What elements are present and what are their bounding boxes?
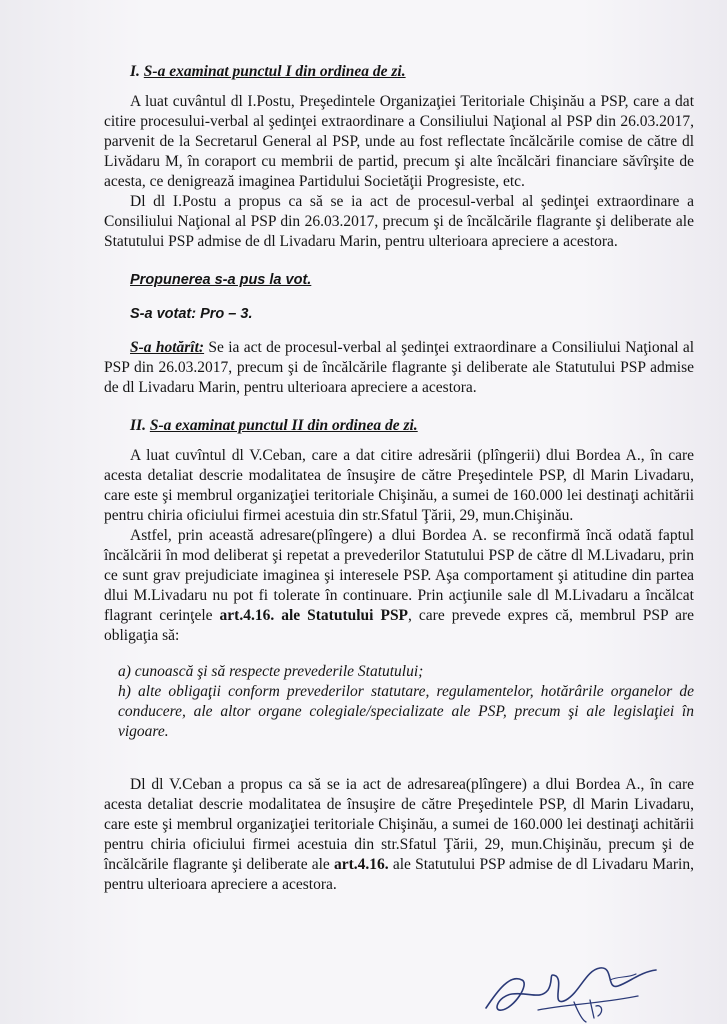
section-2-paragraph-3: Dl dl V.Ceban a propus ca să se ia act de adresarea(plîngere) a dlui Bordea A., în care acesta detaliat descrie modalitatea de însuşire de către Preşedintele PSP, dl Marin Livadaru, care este şi membrul organizaţiei teritoriale Chişinău, a sumei de 160.000 lei destinaţi achitării pentru chiria oficiului firmei acestuia din str.Sfatul Ţării, 29, mun.Chişinău, precum şi de încălcările flagrante şi deliberate ale art.4.16. ale Statutului PSP admise de dl Livadaru Marin, pentru ulterioara apreciere a acestora. xyxy=(104,776,694,893)
section-1-heading xyxy=(130,62,694,82)
obligation-h: h) alte obligaţii conform prevederilor statutare, regulamentelor, hotărârile organelor de conducere, ale altor organe colegiale/specializate ale PSP, precum şi ale legislaţiei în vigoare. xyxy=(118,682,694,740)
section-1-number: I. xyxy=(130,63,140,80)
section-1-paragraph-2: Dl dl I.Postu a propus ca să se ia act de procesul-verbal al şedinţei extraordinare a Consiliului Naţional al PSP din 26.03.2017, precum şi de încălcările flagrante şi deliberate ale Statutului PSP admise de dl Livadaru Marin, pentru ulterioara apreciere a acestora. xyxy=(104,193,694,250)
handwritten-signature xyxy=(478,950,668,1024)
section-2-paragraph-2: Astfel, prin această adresare(plîngere) a dlui Bordea A. se reconfirmă încă odată faptul încălcării în mod deliberat şi repetat a prevederilor Statutului PSP de către dl M.Livadaru, prin ce sunt grav prejudiciate imaginea şi interesele PSP. Aşa comportament şi atitudine din partea dlui M.Livadaru nu pot fi tolerate în continuare. Prin acţiunile sale dl M.Livadaru a încălcat flagrant cerinţele art.4.16. ale Statutului PSP, care prevede expres că, membrul PSP are obligaţia să: xyxy=(104,527,694,644)
decision-paragraph xyxy=(104,338,694,398)
document-body xyxy=(104,62,694,895)
section-2-paragraph-1: A luat cuvîntul dl V.Ceban, care a dat citire adresării (plîngerii) dlui Bordea A., în care acesta detaliat descrie modalitatea de însuşire de către Preşedintele PSP, dl Marin Livadaru, care este şi membrul organizaţiei teritoriale Chişinău, a sumei de 160.000 lei destinaţi achitării pentru chiria oficiului firmei acestuia din str.Sfatul Ţării, 29, mun.Chişinău. xyxy=(104,447,694,524)
article-reference: art.4.16. ale Statutului PSP xyxy=(219,607,409,624)
article-reference-2: art.4.16. xyxy=(334,856,389,873)
vote-result: S-a votat: Pro – 3. xyxy=(130,306,253,322)
section-2-title: S-a examinat punctul II din ordinea de zi. xyxy=(149,417,418,434)
vote-proposal: Propunerea s-a pus la vot. xyxy=(130,272,312,288)
section-1-paragraph-1: A luat cuvântul dl I.Postu, Preşedintele Organizaţiei Teritoriale Chişinău a PSP, care a dat citire procesului-verbal al şedinţei extraordinare a Consiliului Naţional al PSP din 26.03.2017, parvenit de la Secretarul General al PSP, unde au fost reflectate încălcările comise de către dl Livădaru M, în coraport cu membrii de partid, precum şi alte încălcări financiare săvîrşite de acesta, ce denigrează imaginea Partidului Societăţii Progresiste, etc. xyxy=(104,93,694,190)
section-1-title: S-a examinat punctul I din ordinea de zi. xyxy=(143,63,406,80)
obligations-list xyxy=(118,662,694,742)
decision-label: S-a hotărît: xyxy=(130,339,205,356)
decision-text: Se ia act de procesul-verbal al şedinţei extraordinare a Consiliului Naţional al PSP din 26.03.2017, precum şi de încălcările flagrante şi deliberate ale Statutului PSP admise de dl Livadaru Marin, pentru ulterioara apreciere a acestora. xyxy=(104,339,695,396)
obligation-a: a) cunoască şi să respecte prevederile Statutului; xyxy=(118,662,424,680)
section-2-heading xyxy=(130,416,694,436)
section-2-number: II. xyxy=(130,417,146,434)
